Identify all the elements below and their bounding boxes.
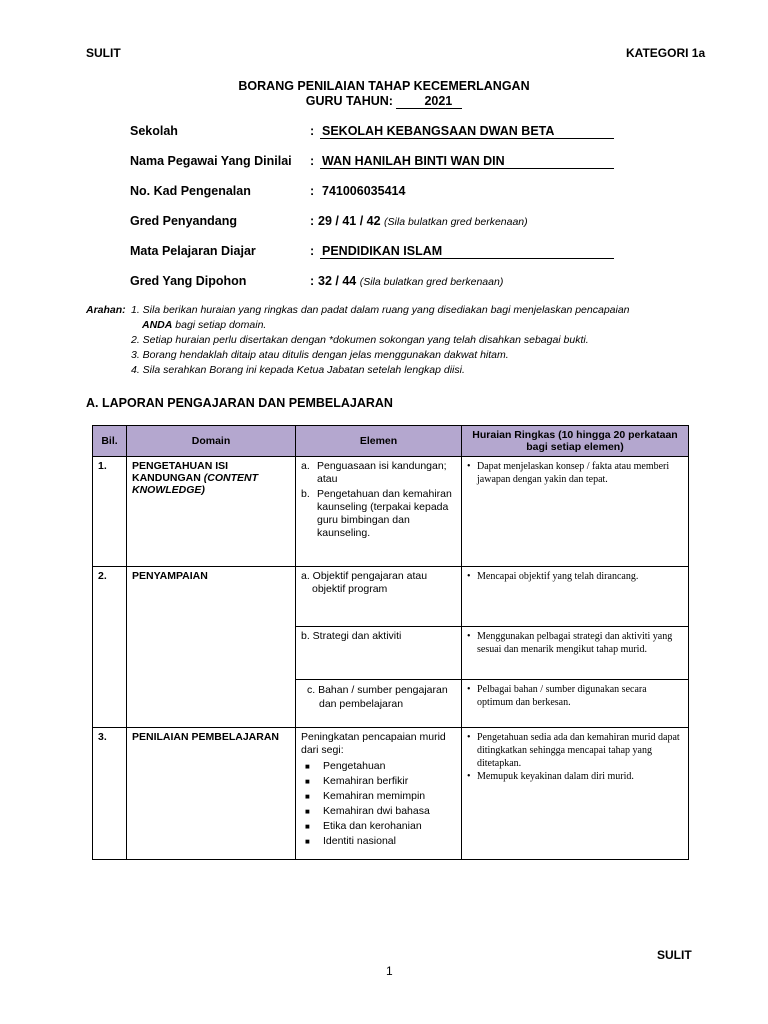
laporan-table (92, 425, 689, 860)
field-label-mata-pelajaran: Mata Pelajaran Diajar (130, 244, 256, 258)
field-label-ic: No. Kad Pengenalan (130, 184, 251, 198)
arahan-item-1: 1. Sila berikan huraian yang ringkas dan padat dalam ruang yang disediakan bagi menjelaskan pencapaian (131, 304, 630, 316)
footer-sulit: SULIT (657, 948, 692, 962)
field-value-ic: 741006035414 (322, 184, 406, 198)
square-bullet-icon: ■ (305, 837, 310, 846)
field-colon: : (310, 154, 315, 168)
field-label-gred-penyandang: Gred Penyandang (130, 214, 237, 228)
table-row (93, 457, 689, 567)
row-huraian: • Pengetahuan sedia ada dan kemahiran murid dapat ditingkatkan sehingga mencapai tahap yang ditetapkan. • Memupuk keyakinan dalam diri murid. (462, 728, 689, 860)
row-elemen: a. Objektif pengajaran atau objektif program (296, 567, 462, 627)
row-elemen: Peningkatan pencapaian murid dari segi: ■ Pengetahuan ■ Kemahiran berfikir ■ Kemahiran memimpin ■ Kemahiran dwi bahasa ■ Etika dan kerohanian ■ Identiti nasional (296, 728, 462, 860)
field-label-nama: Nama Pegawai Yang Dinilai (130, 154, 292, 168)
bullet-icon: • (467, 771, 471, 782)
col-header-bil: Bil. (93, 426, 127, 457)
field-value-sekolah: SEKOLAH KEBANGSAAN DWAN BETA (320, 124, 614, 139)
col-header-domain: Domain (127, 426, 296, 457)
form-title: BORANG PENILAIAN TAHAP KECEMERLANGAN (238, 79, 530, 93)
arahan-label: Arahan: (86, 304, 126, 316)
square-bullet-icon: ■ (305, 777, 310, 786)
row-huraian: • Mencapai objektif yang telah dirancang. (462, 567, 689, 627)
field-label-gred-dipohon: Gred Yang Dipohon (130, 274, 247, 288)
row-elemen: b. Strategi dan aktiviti (296, 627, 462, 680)
field-value-nama: WAN HANILAH BINTI WAN DIN (320, 154, 614, 169)
square-bullet-icon: ■ (305, 822, 310, 831)
square-bullet-icon: ■ (305, 792, 310, 801)
col-header-huraian: Huraian Ringkas (10 hingga 20 perkataan bagi setiap elemen) (462, 426, 689, 457)
arahan-item-3: 3. Borang hendaklah ditaip atau ditulis dengan jelas menggunakan dakwat hitam. (131, 349, 509, 361)
field-value-mata-pelajaran: PENDIDIKAN ISLAM (320, 244, 614, 259)
field-value-gred-dipohon: 32 / 44 (Sila bulatkan gred berkenaan) (318, 274, 504, 288)
list-item: ■ Kemahiran memimpin (301, 789, 456, 804)
bullet-icon: • (467, 732, 471, 743)
row-domain: PENYAMPAIAN (127, 567, 296, 728)
field-colon: : (310, 244, 315, 258)
elemen-item: a. Penguasaan isi kandungan; atau (301, 460, 447, 485)
arahan-item-4: 4. Sila serahkan Borang ini kepada Ketua Jabatan setelah lengkap diisi. (131, 364, 465, 376)
row-number: 2. (93, 567, 127, 728)
header-sulit: SULIT (86, 46, 121, 60)
form-subtitle: GURU TAHUN: 2021 (0, 94, 768, 108)
year-value: 2021 (396, 94, 462, 109)
row-elemen (296, 457, 462, 567)
row-number: 1. (93, 457, 127, 567)
bullet-icon: • (467, 571, 471, 582)
table-header-row (93, 426, 689, 457)
arahan-item-1-cont: ANDA bagi setiap domain. (142, 319, 267, 331)
section-a-heading: A. LAPORAN PENGAJARAN DAN PEMBELAJARAN (86, 396, 393, 410)
field-colon: : (310, 274, 315, 288)
list-item: ■ Kemahiran berfikir (301, 774, 456, 789)
bullet-icon: • (467, 631, 471, 642)
square-bullet-icon: ■ (305, 807, 310, 816)
field-colon: : (310, 124, 315, 138)
list-item: ■ Kemahiran dwi bahasa (301, 804, 456, 819)
arahan-item-2: 2. Setiap huraian perlu disertakan dengan *dokumen sokongan yang telah disahkan sebagai bukti. (131, 334, 589, 346)
header-kategori: KATEGORI 1a (626, 46, 706, 60)
row-huraian: • Pelbagai bahan / sumber digunakan secara optimum dan berkesan. (462, 680, 689, 728)
bullet-icon: • (467, 461, 471, 472)
arahan-list (131, 303, 731, 378)
list-item: ■ Pengetahuan (301, 759, 456, 774)
row-elemen: c. Bahan / sumber pengajaran dan pembelajaran (296, 680, 462, 728)
row-domain: PENGETAHUAN ISI KANDUNGAN (CONTENT KNOWLEDGE) (127, 457, 296, 567)
row-number: 3. (93, 728, 127, 860)
list-item: ■ Identiti nasional (301, 834, 456, 849)
row-huraian: • Dapat menjelaskan konsep / fakta atau memberi jawapan dengan yakin dan tepat. (462, 457, 689, 567)
row-domain: PENILAIAN PEMBELAJARAN (127, 728, 296, 860)
field-colon: : (310, 184, 315, 198)
table-row (93, 728, 689, 860)
field-colon: : (310, 214, 315, 228)
elemen-item: b. Pengetahuan dan kemahiran kaunseling (terpakai kepada guru bimbingan dan kaunseling. (301, 488, 452, 539)
row-huraian: • Menggunakan pelbagai strategi dan aktiviti yang sesuai dan menarik mengikut tahap murid. (462, 627, 689, 680)
square-bullet-icon: ■ (305, 762, 310, 771)
col-header-elemen: Elemen (296, 426, 462, 457)
field-label-sekolah: Sekolah (130, 124, 178, 138)
field-note: (Sila bulatkan gred berkenaan) (359, 276, 504, 288)
page-number: 1 (386, 964, 393, 978)
table-row (93, 567, 689, 627)
list-item: ■ Etika dan kerohanian (301, 819, 456, 834)
field-value-gred-penyandang: 29 / 41 / 42 (Sila bulatkan gred berkenaan) (318, 214, 528, 228)
bullet-icon: • (467, 684, 471, 695)
field-note: (Sila bulatkan gred berkenaan) (384, 216, 528, 228)
